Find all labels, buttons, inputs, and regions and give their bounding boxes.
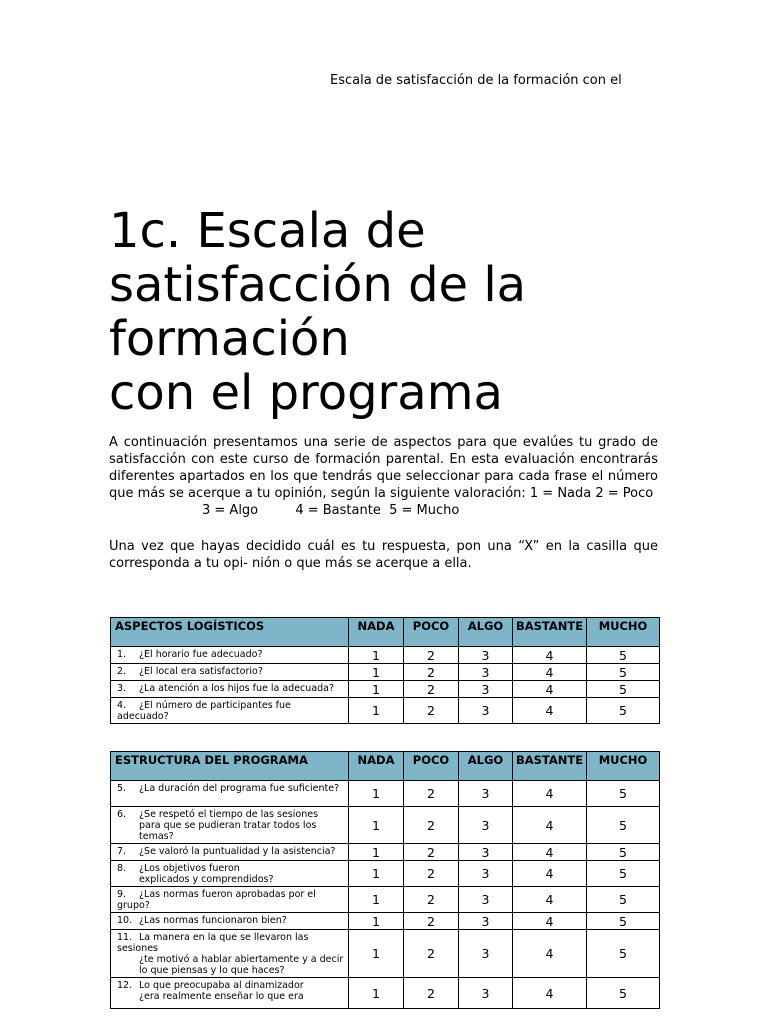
rating-cell-3[interactable]: 3 (459, 930, 513, 978)
question-cell (111, 978, 349, 1009)
col-mucho: MUCHO (587, 618, 660, 647)
rating-cell-3[interactable]: 3 (459, 681, 513, 698)
table-row (111, 887, 660, 913)
question-cell (111, 698, 349, 724)
rating-cell-4[interactable]: 4 (513, 844, 587, 861)
question-number: 8. (117, 863, 127, 874)
question-text: La manera en la que se llevaron las sesiones (117, 932, 309, 954)
question-cell (111, 887, 349, 913)
col-algo: ALGO (459, 618, 513, 647)
question-text-cont: explicados y comprendidos? (139, 874, 274, 885)
rating-cell-5[interactable]: 5 (587, 807, 660, 844)
col-poco: POCO (404, 618, 459, 647)
question-number: 5. (117, 783, 127, 794)
question-text: ¿Las normas funcionaron bien? (139, 915, 287, 926)
table-row (111, 807, 660, 844)
rating-cell-1[interactable]: 1 (349, 664, 404, 681)
rating-cell-5[interactable]: 5 (587, 681, 660, 698)
rating-cell-2[interactable]: 2 (404, 887, 459, 913)
col-nada: NADA (349, 618, 404, 647)
col-bastante: BASTANTE (513, 752, 587, 781)
question-text: ¿El local era satisfactorio? (139, 666, 263, 677)
rating-cell-1[interactable]: 1 (349, 807, 404, 844)
rating-cell-3[interactable]: 3 (459, 664, 513, 681)
question-text: ¿La atención a los hijos fue la adecuada? (139, 683, 335, 694)
rating-cell-2[interactable]: 2 (404, 681, 459, 698)
rating-cell-3[interactable]: 3 (459, 698, 513, 724)
rating-cell-4[interactable]: 4 (513, 861, 587, 887)
intro-text: A continuación presentamos una serie de aspectos para que evalúes tu grado de satisfacción con este curso de formación parental. En esta evaluación encontrarás diferentes apartados en los que tendrás que seleccionar para cada frase el número que más se acerque a tu opinión, según la siguiente valoración: 1 = Nada 2 = Poco (109, 435, 658, 501)
rating-cell-3[interactable]: 3 (459, 781, 513, 807)
rating-cell-5[interactable]: 5 (587, 664, 660, 681)
rating-cell-3[interactable]: 3 (459, 844, 513, 861)
category-header: ASPECTOS LOGÍSTICOS (111, 618, 349, 647)
rating-cell-2[interactable]: 2 (404, 913, 459, 930)
question-number: 10. (117, 915, 133, 926)
rating-cell-4[interactable]: 4 (513, 978, 587, 1009)
question-number: 11. (117, 932, 133, 943)
rating-cell-1[interactable]: 1 (349, 844, 404, 861)
rating-cell-2[interactable]: 2 (404, 930, 459, 978)
col-algo: ALGO (459, 752, 513, 781)
rating-cell-1[interactable]: 1 (349, 681, 404, 698)
rating-cell-3[interactable]: 3 (459, 887, 513, 913)
table-row (111, 647, 660, 664)
instruction-paragraph: Una vez que hayas decidido cuál es tu respuesta, pon una “X” en la casilla que corresponda a tu opi- nión o que más se acerque a ella. (109, 539, 658, 571)
question-number: 6. (117, 809, 127, 820)
rating-cell-4[interactable]: 4 (513, 930, 587, 978)
rating-cell-5[interactable]: 5 (587, 698, 660, 724)
rating-cell-4[interactable]: 4 (513, 807, 587, 844)
table-row (111, 930, 660, 978)
rating-cell-4[interactable]: 4 (513, 698, 587, 724)
rating-cell-5[interactable]: 5 (587, 781, 660, 807)
question-text: ¿Se valoró la puntualidad y la asistencia? (139, 846, 336, 857)
question-number: 1. (117, 649, 127, 660)
rating-cell-1[interactable]: 1 (349, 887, 404, 913)
table-row (111, 978, 660, 1009)
title-line: con el programa (109, 365, 503, 421)
rating-cell-5[interactable]: 5 (587, 647, 660, 664)
question-number: 2. (117, 666, 127, 677)
question-cell (111, 930, 349, 978)
rating-cell-2[interactable]: 2 (404, 844, 459, 861)
col-mucho: MUCHO (587, 752, 660, 781)
question-cell (111, 781, 349, 807)
question-cell (111, 647, 349, 664)
running-header: Escala de satisfacción de la formación con el (330, 73, 622, 88)
rating-cell-2[interactable]: 2 (404, 781, 459, 807)
question-number: 12. (117, 980, 133, 991)
question-cell (111, 844, 349, 861)
question-text: Lo que preocupaba al dinamizador (139, 980, 304, 991)
rating-cell-3[interactable]: 3 (459, 861, 513, 887)
title-line: satisfacción de la (109, 257, 527, 313)
rating-cell-3[interactable]: 3 (459, 978, 513, 1009)
intro-paragraph (109, 434, 658, 519)
rating-cell-2[interactable]: 2 (404, 664, 459, 681)
table-row (111, 681, 660, 698)
title-line: 1c. Escala de (109, 203, 426, 259)
rating-cell-5[interactable]: 5 (587, 978, 660, 1009)
question-text: ¿La duración del programa fue suficiente? (139, 783, 340, 794)
table-header-row (111, 752, 660, 781)
scale-legend: 3 = Algo 4 = Bastante 5 = Mucho (202, 503, 460, 518)
rating-cell-3[interactable]: 3 (459, 807, 513, 844)
rating-cell-4[interactable]: 4 (513, 913, 587, 930)
table-row (111, 664, 660, 681)
logistics-table (110, 617, 660, 724)
rating-cell-4[interactable]: 4 (513, 664, 587, 681)
table-row (111, 844, 660, 861)
question-text-cont: para que se pudieran tratar todos los temas? (139, 820, 317, 842)
rating-cell-1[interactable]: 1 (349, 930, 404, 978)
rating-cell-2[interactable]: 2 (404, 978, 459, 1009)
rating-cell-1[interactable]: 1 (349, 781, 404, 807)
question-number: 3. (117, 683, 127, 694)
table-row (111, 861, 660, 887)
table-row (111, 781, 660, 807)
page-title (109, 204, 669, 420)
question-cell (111, 807, 349, 844)
table-row (111, 913, 660, 930)
rating-cell-4[interactable]: 4 (513, 647, 587, 664)
question-text: ¿Los objetivos fueron (139, 863, 240, 874)
question-text: ¿El número de participantes fue adecuado? (117, 700, 291, 722)
program-structure-table (110, 751, 660, 1009)
rating-cell-5[interactable]: 5 (587, 861, 660, 887)
rating-cell-5[interactable]: 5 (587, 887, 660, 913)
rating-cell-1[interactable]: 1 (349, 978, 404, 1009)
rating-cell-4[interactable]: 4 (513, 887, 587, 913)
question-text-cont: ¿te motivó a hablar abiertamente y a decir lo que piensas y lo que haces? (139, 954, 344, 976)
rating-cell-5[interactable]: 5 (587, 913, 660, 930)
question-number: 4. (117, 700, 127, 711)
category-header: ESTRUCTURA DEL PROGRAMA (111, 752, 349, 781)
rating-cell-5[interactable]: 5 (587, 930, 660, 978)
rating-cell-2[interactable]: 2 (404, 861, 459, 887)
col-nada: NADA (349, 752, 404, 781)
question-text-cont: ¿era realmente enseñar lo que era (139, 991, 304, 1002)
title-line: formación (109, 311, 350, 367)
rating-cell-5[interactable]: 5 (587, 844, 660, 861)
table-row (111, 698, 660, 724)
rating-cell-2[interactable]: 2 (404, 647, 459, 664)
rating-cell-1[interactable]: 1 (349, 647, 404, 664)
question-number: 7. (117, 846, 127, 857)
question-cell (111, 664, 349, 681)
rating-cell-1[interactable]: 1 (349, 913, 404, 930)
question-text: ¿Se respetó el tiempo de las sesiones (139, 809, 319, 820)
rating-cell-3[interactable]: 3 (459, 647, 513, 664)
question-text: ¿El horario fue adecuado? (139, 649, 263, 660)
rating-cell-1[interactable]: 1 (349, 698, 404, 724)
question-cell (111, 861, 349, 887)
question-number: 9. (117, 889, 127, 900)
col-bastante: BASTANTE (513, 618, 587, 647)
rating-cell-2[interactable]: 2 (404, 698, 459, 724)
question-cell (111, 913, 349, 930)
question-cell (111, 681, 349, 698)
rating-cell-3[interactable]: 3 (459, 913, 513, 930)
rating-cell-4[interactable]: 4 (513, 781, 587, 807)
rating-cell-2[interactable]: 2 (404, 807, 459, 844)
rating-cell-4[interactable]: 4 (513, 681, 587, 698)
rating-cell-1[interactable]: 1 (349, 861, 404, 887)
question-text: ¿Las normas fueron aprobadas por el grupo? (117, 889, 316, 911)
table-header-row (111, 618, 660, 647)
col-poco: POCO (404, 752, 459, 781)
